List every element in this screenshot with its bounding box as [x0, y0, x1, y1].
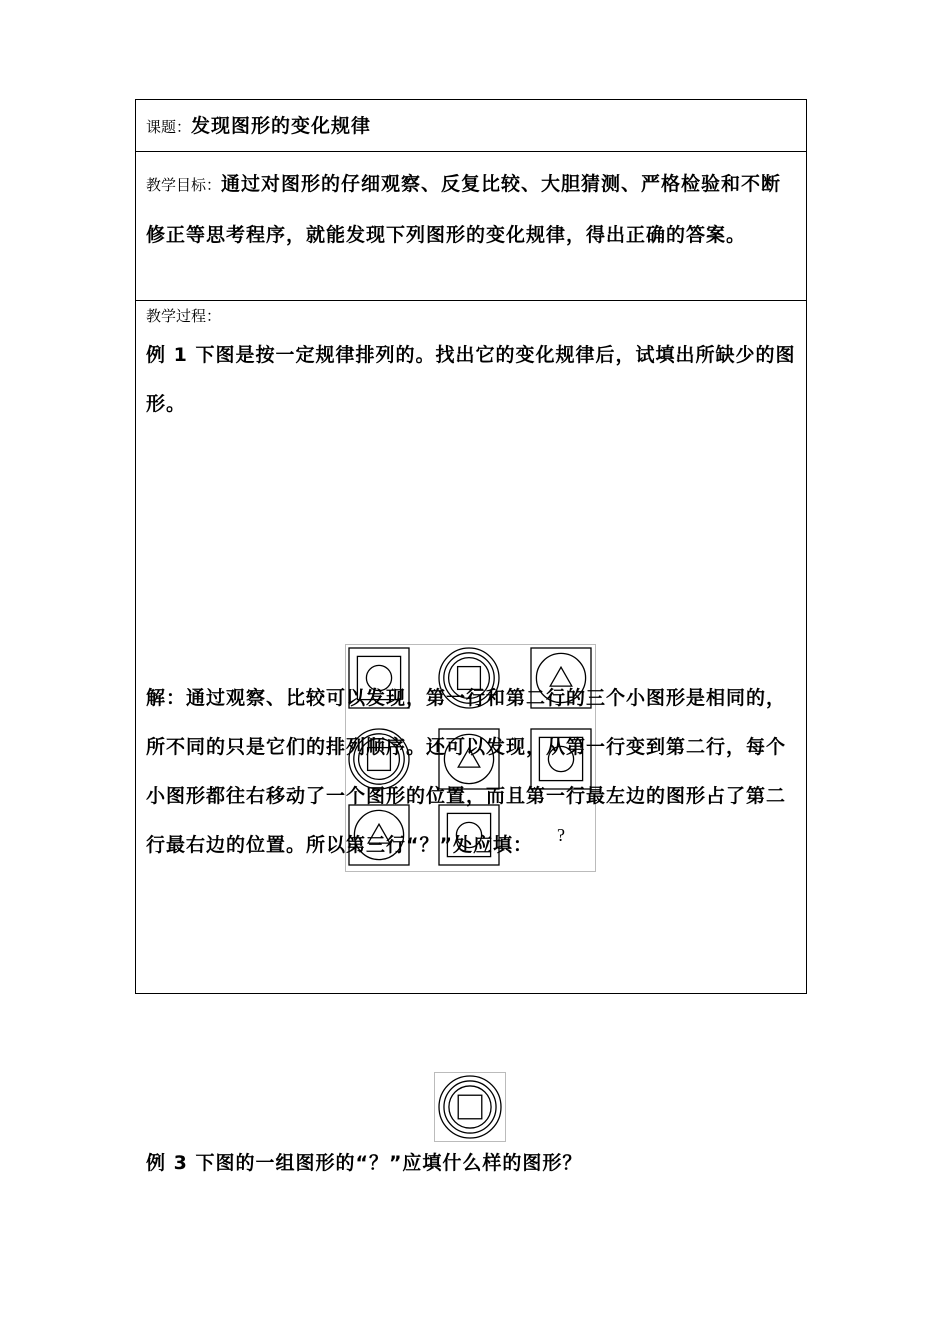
title-row: [136, 100, 806, 152]
process-row: [136, 301, 806, 1174]
answer-figure: [434, 1072, 506, 1142]
goal-row: [136, 152, 806, 301]
lesson-table: [135, 99, 807, 1174]
lesson-title: 发现图形的变化规律: [191, 115, 372, 137]
question-mark: ?: [557, 825, 565, 845]
figure-circle-square: [439, 1076, 501, 1138]
title-line: [146, 111, 371, 138]
example1-text: 例 1 下图是按一定规律排列的。找出它的变化规律后，试填出所缺少的图形。: [146, 344, 796, 415]
goal-label: 教学目标：: [146, 178, 222, 194]
answer-svg: [435, 1073, 505, 1141]
solution-text: 解：通过观察、比较可以发现，第一行和第二行的三个小图形是相同的，所不同的只是它们的排列顺序。还可以发现，从第一行变到第二行，每个小图形都往右移动了一个图形的位置，而且第一行最左边的图形占了第二行最右边的位置。所以第三行“？”处应填：: [146, 687, 787, 856]
process-label: 教学过程：: [146, 309, 222, 325]
goal-paragraph: [146, 160, 798, 260]
example3-text: 例 3 下图的一组图形的“？”应填什么样的图形？: [146, 1152, 583, 1174]
goal-text: 通过对图形的仔细观察、反复比较、大胆猜测、严格检验和不断修正等思考程序，就能发现下列图形的变化规律，得出正确的答案。: [146, 173, 782, 246]
title-label: 课题：: [146, 120, 192, 136]
